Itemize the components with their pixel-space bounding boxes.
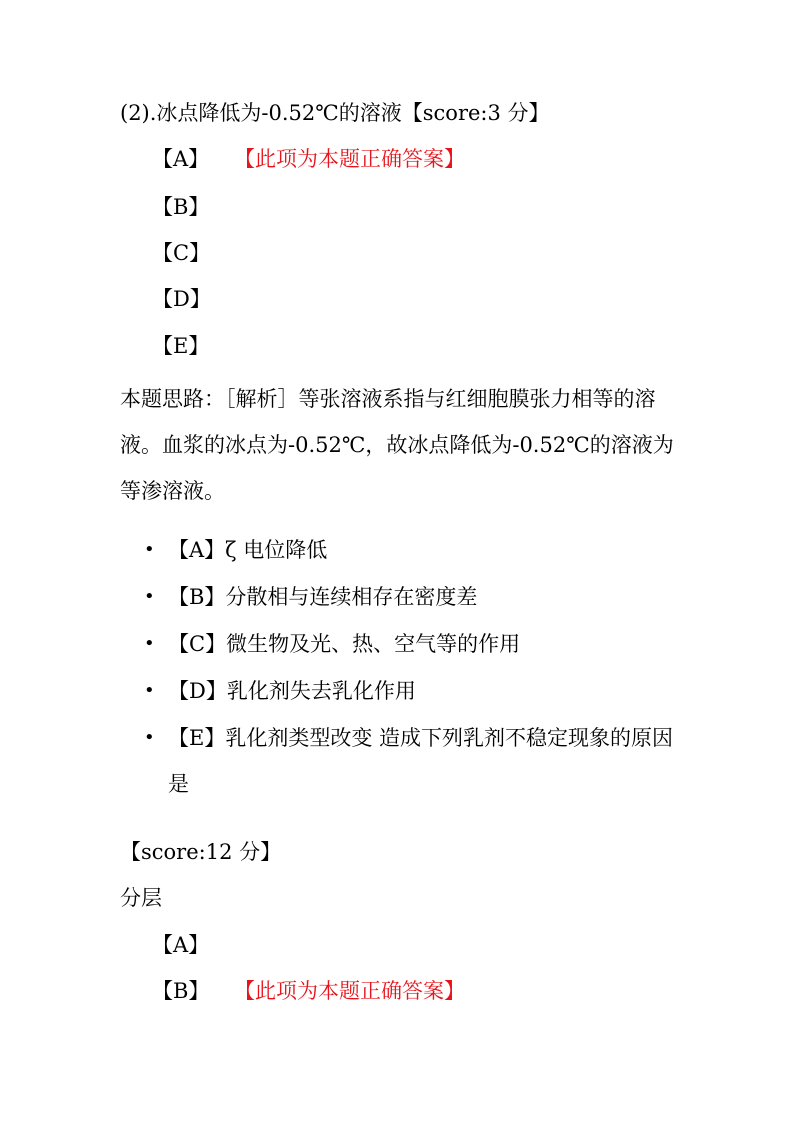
list-item-text: 【C】微生物及光、热、空气等的作用	[168, 632, 521, 656]
list-item-text: 【A】ζ 电位降低	[168, 538, 328, 562]
option-letter: 【A】	[152, 933, 210, 957]
option-letter: 【B】	[152, 195, 210, 219]
bullet-icon: •	[144, 586, 155, 607]
list-item-text: 【D】乳化剂失去乳化作用	[168, 679, 416, 703]
bullet-icon: •	[144, 633, 155, 654]
question-2-analysis: 本题思路：［解析］等张溶液系指与红细胞膜张力相等的溶液。血浆的冰点为-0.52℃，故冰点降低为-0.52℃的溶液为等渗溶液。	[120, 387, 674, 503]
list-item-text: 【E】乳化剂类型改变 造成下列乳剂不稳定现象的原因是	[168, 726, 674, 796]
question-2-option-c	[152, 239, 234, 267]
option-letter: 【C】	[152, 241, 211, 265]
question-2-option-d	[152, 285, 234, 313]
option-letter: 【D】	[152, 287, 211, 311]
question-2-title: (2).冰点降低为-0.52℃的溶液【score:3 分】	[120, 101, 550, 125]
question-3-option-a	[152, 931, 234, 959]
list-item-text: 【B】分散相与连续相存在密度差	[168, 585, 478, 609]
question-2-option-b	[152, 193, 234, 221]
option-letter: 【E】	[152, 334, 210, 358]
bullet-icon: •	[144, 680, 155, 701]
question-3-score: 【score:12 分】	[120, 840, 282, 864]
option-letter: 【B】	[152, 979, 210, 1003]
question-2-option-e	[152, 332, 234, 360]
correct-answer-mark: 【此项为本题正确答案】	[234, 147, 465, 171]
question-3-option-b	[152, 977, 465, 1005]
bullet-icon: •	[144, 539, 155, 560]
bullet-icon: •	[144, 727, 155, 748]
option-letter: 【A】	[152, 147, 210, 171]
question-2-option-a	[152, 145, 465, 173]
question-3-subtitle: 分层	[120, 886, 162, 910]
correct-answer-mark: 【此项为本题正确答案】	[234, 979, 465, 1003]
